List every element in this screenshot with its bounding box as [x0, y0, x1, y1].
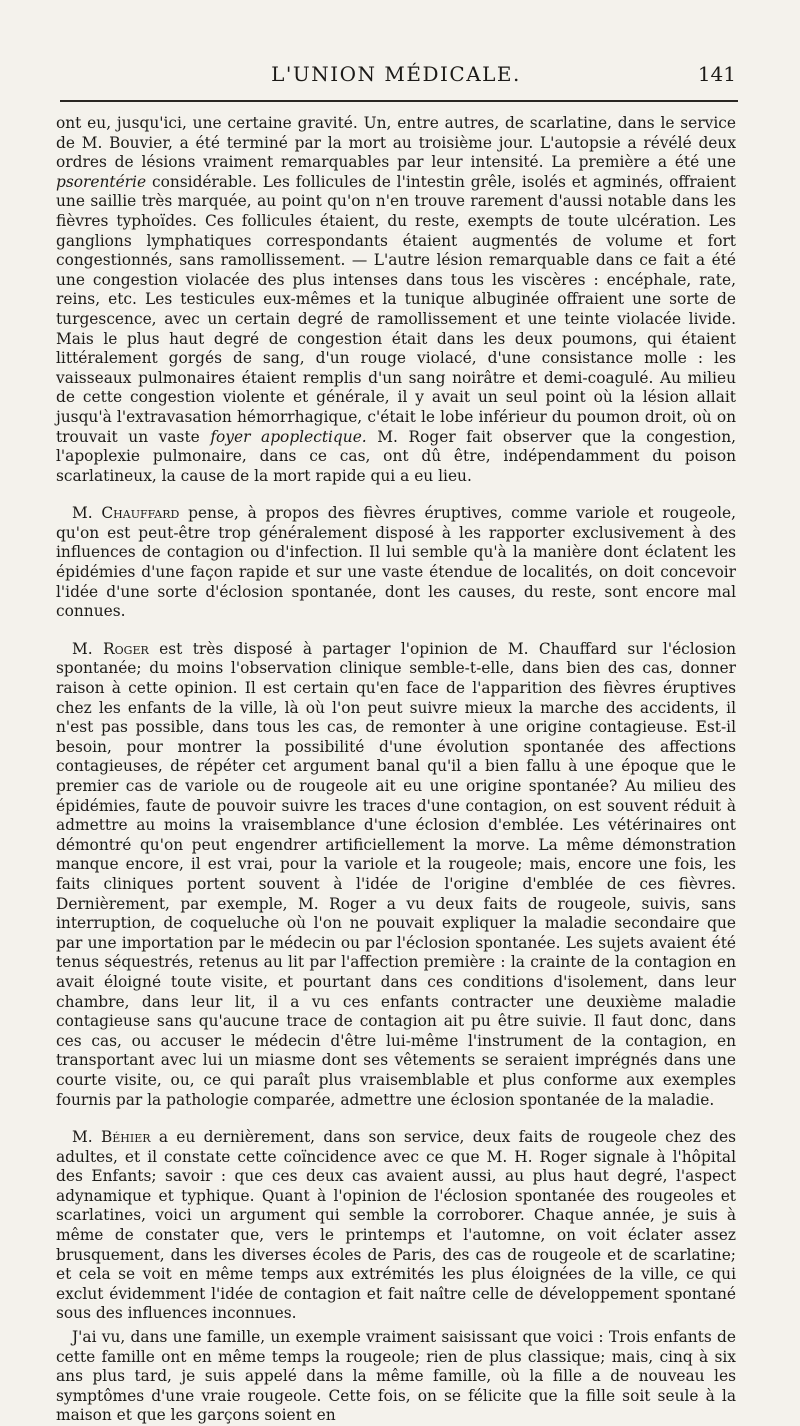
text-run: M. [72, 639, 104, 658]
paragraph-autopsy-report [56, 114, 736, 486]
text-run: M. [72, 504, 102, 523]
italic-term: psorentérie [56, 172, 147, 191]
paragraph-roger [56, 640, 736, 1110]
paragraph-family-example [56, 1328, 736, 1426]
text-run: ont eu, jusqu'ici, une certaine gravité. Un, entre autres, de scarlatine, dans le service de M. Bouvier, a été terminé par la mort au troisième jour. L'autopsie a révélé deux ordres de lésions vraiment remarquables par leur intensité. La première a été une [56, 114, 736, 172]
text-run: M. [72, 1128, 101, 1147]
text-run: J'ai vu, dans une famille, un exemple vraiment saisissant que voici : Trois enfants de cette famille ont en même temps la rougeole; rien de plus classique; mais, cinq à six ans plus tard, je suis appelé dans la même famille, où la fille a de nouveau les symptômes d'une vraie rougeole. Cette fois, on se félicite que la fille soit seule à la maison et que les garçons soient en [56, 1328, 736, 1425]
paragraph-gap [56, 486, 736, 504]
paragraph-chauffard [56, 504, 736, 622]
page-number: 141 [697, 62, 736, 86]
text-run: a eu dernièrement, dans son service, deux faits de rougeole chez des adultes, et il constate cette coïncidence avec ce que M. H. Roger signale à l'hôpital des Enfants; savoir : que ces deux cas avaient aussi, au plus haut degré, l'aspect adynamique et typhique. Quant à l'opinion de l'éclosion spontanée des rougeoles et scarlatines, voici un argument qui semble la corroborer. Chaque année, je suis à même de constater que, vers le printemps et l'automne, on voit éclater assez brusquement, dans les diverses écoles de Paris, des cas de rougeole et de scarlatine; et cela se voit en même temps aux extrémités les plus éloignées de la ville, ce qui exclut évidemment l'idée de contagion et fait naître celle de développement spontané sous des influences inconnues. [56, 1128, 737, 1323]
text-run: pense, à propos des fièvres éruptives, comme variole et rougeole, qu'on est peut-être trop généralement disposé à les rapporter exclusivement à des influences de contagion ou d'infection. Il lui semble qu'à la manière dont éclatent les épidémies d'une façon rapide et sur une vaste étendue de localités, on doit concevoir l'idée d'une sorte d'éclosion spontanée, dont les causes, du reste, sont encore mal connues. [56, 504, 737, 621]
speaker-name: Chauffard [101, 504, 180, 523]
running-title: L'UNION MÉDICALE. [271, 62, 521, 86]
body-text [56, 114, 736, 1426]
text-run: considérable. Les follicules de l'intestin grêle, isolés et agminés, offraient une saillie très marquée, au point qu'on n'en trouve rarement d'aussi notable dans les fièvres typhoïdes. Ces follicules étaient, du reste, exempts de toute ulcération. Les ganglions lymphatiques correspondants étaient augmentés de volume et fort congestionnés, sans ramollissement. — L'autre lésion remarquable dans ce fait a été une congestion violacée des plus intenses dans tous les viscères : encéphale, rate, reins, etc. Les testicules eux-mêmes et la tunique albuginée offraient une sorte de turgescence, avec un certain degré de ramollissement et une teinte violacée livide. Mais le plus haut degré de congestion était dans les deux poumons, qui étaient littéralement gorgés de sang, d'un rouge violacé, d'une consistance molle : les vaisseaux pulmonaires étaient remplis d'un sang noirâtre et demi-coagulé. Au milieu de cette congestion violente et générale, il y avait un seul point où la lésion allait jusqu'à l'extravasation hémorrhagique, c'était le lobe inférieur du poumon droit, où on trouvait un vaste [56, 172, 736, 446]
speaker-name: Roger [103, 639, 149, 658]
paragraph-gap [56, 1110, 736, 1128]
text-run: M. Roger fait observer que la congestion, l'apoplexie pulmonaire, dans ce cas, ont dû être, indépendamment du poison scarlatineux, la cause de la mort rapide qui a eu lieu. [56, 427, 736, 485]
italic-term: foyer apoplectique. [210, 427, 367, 446]
speaker-name: Béhier [100, 1128, 151, 1147]
header-rule [60, 100, 738, 102]
paragraph-behier [56, 1128, 736, 1324]
page-header [56, 62, 736, 96]
text-run: est très disposé à partager l'opinion de M. Chauffard sur l'éclosion spontanée; du moins l'observation clinique semble-t-elle, dans bien des cas, donner raison à cette opinion. Il est certain qu'en face de l'apparition des fièvres éruptives chez les enfants de la ville, là où l'on peut suivre mieux la marche des accidents, il n'est pas possible, dans tous les cas, de remonter à une origine contagieuse. Est-il besoin, pour montrer la possibilité d'une évolution spontanée des affections contagieuses, de répéter cet argument banal qu'il a bien fallu à une époque que le premier cas de variole ou de rougeole ait eu une origine spontanée? Au milieu des épidémies, faute de pouvoir suivre les traces d'une contagion, on est souvent réduit à admettre au moins la vraisemblance d'une éclosion d'emblée. Les vétérinaires ont démontré qu'on peut engendrer artificiellement la morve. La même démonstration manque encore, il est vrai, pour la variole et la rougeole; mais, encore une fois, les faits cliniques portent souvent à l'idée de l'origine d'emblée de ces fièvres. Dernièrement, par exemple, M. Roger a vu deux faits de rougeole, suivis, sans interruption, de coqueluche où l'on ne pouvait expliquer la maladie secondaire que par une importation par le médecin ou par l'éclosion spontanée. Les sujets avaient été tenus séquestrés, retenus au lit par l'affection première : la crainte de la contagion en avait éloigné toute visite, et pourtant dans ces conditions d'isolement, dans leur chambre, dans leur lit, il a vu ces enfants contracter une deuxième maladie contagieuse sans qu'aucune trace de contagion ait pu être suivie. Il faut donc, dans ces cas, ou accuser le médecin d'être lui-même l'instrument de la contagion, en transportant avec lui un miasme dont ses vêtements se seraient imprégnés dans une courte visite, ou, ce qui paraît plus vraisemblable et plus conforme aux exemples fournis par la pathologie comparée, admettre une éclosion spontanée de la maladie. [56, 639, 736, 1109]
paragraph-gap [56, 622, 736, 640]
